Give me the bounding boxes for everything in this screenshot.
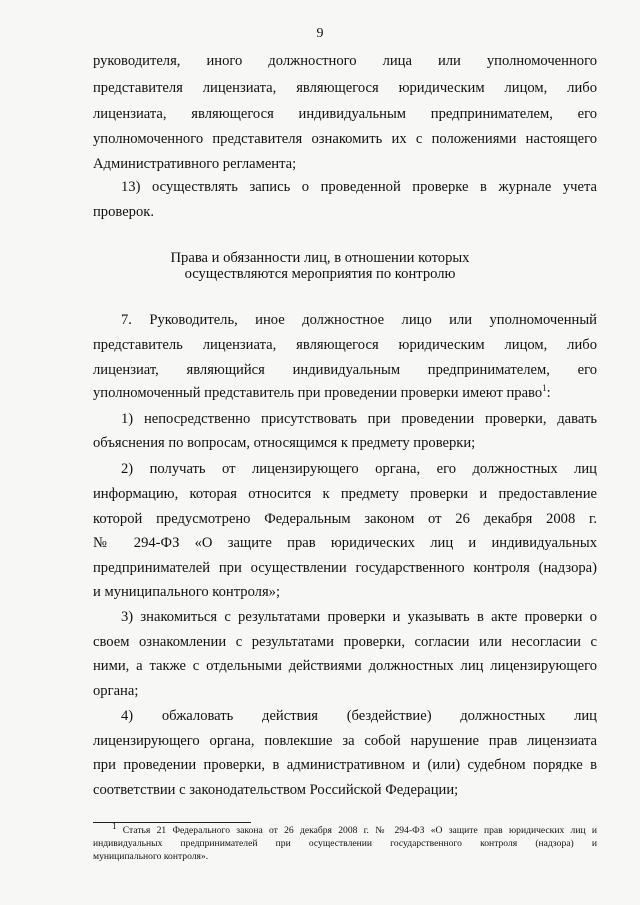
text-line: органа; xyxy=(93,683,139,699)
text-line: при проведении проверки, в административном и (или) судебном порядке в xyxy=(93,757,597,773)
footnote-line: индивидуальных предпринимателей при осуществлении государственного контроля (надзора) и xyxy=(93,838,597,849)
text-line: Административного регламента; xyxy=(93,156,297,172)
text-line: которой предусмотрено Федеральным законом от 26 декабря 2008 г. xyxy=(93,511,597,527)
text-line: проверок. xyxy=(93,204,155,220)
text-line: и муниципального контроля»; xyxy=(93,584,281,600)
footnote-line: муниципального контроля». xyxy=(93,851,209,862)
section-heading-line: Права и обязанности лиц, в отношении которых xyxy=(170,250,470,266)
text-line: соответствии с законодательством Российской Федерации; xyxy=(93,782,459,798)
footnote-reference: 1 xyxy=(542,383,547,394)
text-line: лицензиат, являющийся индивидуальным предпринимателем, его xyxy=(93,362,597,378)
text-line: лицензиата, являющегося индивидуальным предпринимателем, его xyxy=(93,106,597,122)
text-line: информацию, которая относится к предмету проверки и предоставление xyxy=(93,486,597,502)
text-line: 7. Руководитель, иное должностное лицо или уполномоченный xyxy=(121,312,597,328)
text-line: уполномоченный представитель при проведении проверки имеют право xyxy=(93,385,543,401)
text-line: объяснения по вопросам, относящимся к предмету проверки; xyxy=(93,435,476,451)
section-heading-line: осуществляются мероприятия по контролю xyxy=(184,266,456,282)
text-line: 13) осуществлять запись о проведенной проверке в журнале учета xyxy=(121,179,597,195)
text-line: лицензирующего органа, повлекшие за собой нарушение прав лицензиата xyxy=(93,733,597,749)
text-line: представителя лицензиата, являющегося юридическим лицом, либо xyxy=(93,80,597,96)
text-line: 1) непосредственно присутствовать при проведении проверки, давать xyxy=(121,411,597,427)
text-line: 2) получать от лицензирующего органа, его должностных лиц xyxy=(121,461,597,477)
footnote-line xyxy=(112,820,597,837)
text-line: предпринимателей при осуществлении государственного контроля (надзора) xyxy=(93,560,597,576)
text-line: руководителя, иного должностного лица или уполномоченного xyxy=(93,53,597,69)
text-line: уполномоченного представителя ознакомить их с положениями настоящего xyxy=(93,131,597,147)
text-line: своем ознакомлении с результатами проверки, согласии или несогласии с xyxy=(93,634,597,650)
text-line: № 294-ФЗ «О защите прав юридических лиц и индивидуальных xyxy=(93,535,597,551)
text-line: ними, а также с отдельными действиями должностных лиц лицензирующего xyxy=(93,658,597,674)
footnote-marker: 1 xyxy=(112,820,117,831)
text-line: 4) обжаловать действия (бездействие) должностных лиц xyxy=(121,708,597,724)
footnote-text: Статья 21 Федерального закона от 26 декабря 2008 г. № 294-ФЗ «О защите прав юридических лиц и xyxy=(122,825,597,836)
page-number: 9 xyxy=(316,26,324,41)
line-end-punctuation: : xyxy=(546,385,551,401)
text-line-with-footnote xyxy=(93,384,597,402)
text-line: 3) знакомиться с результатами проверки и указывать в акте проверки о xyxy=(121,609,597,625)
text-line: представитель лицензиата, являющегося юридическим лицом, либо xyxy=(93,337,597,353)
